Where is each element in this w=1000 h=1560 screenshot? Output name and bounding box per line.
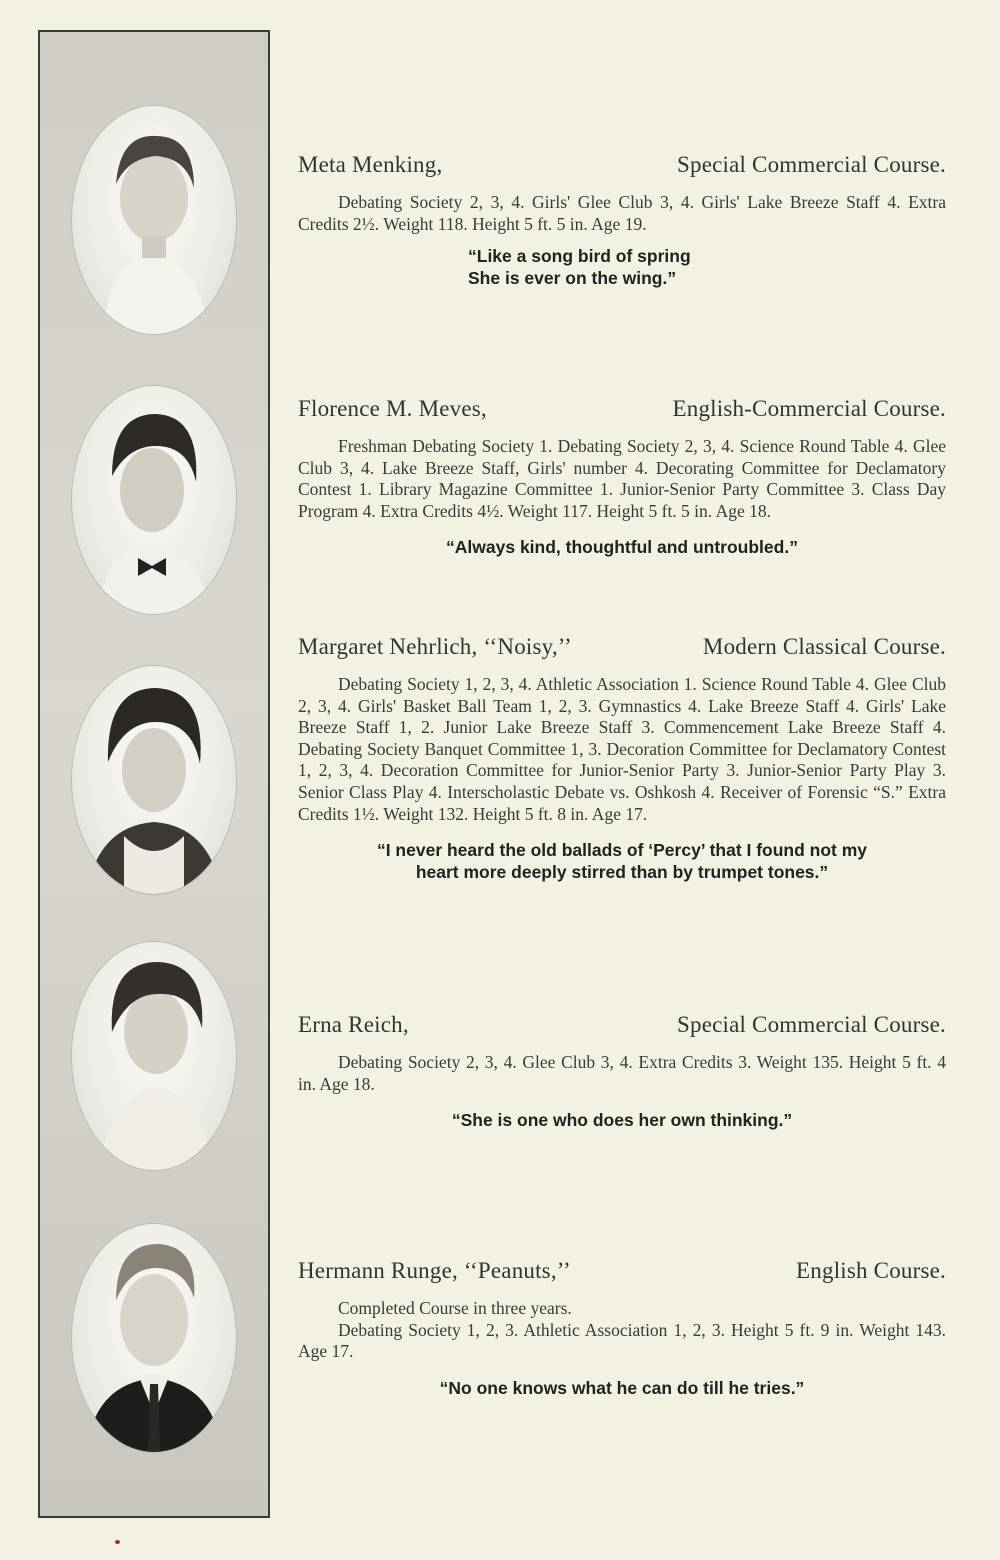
entry-heading [298,1012,946,1038]
quote-line: “I never heard the old ballads of ‘Percy’ that I found not my [376,840,868,861]
details-paragraph: Debating Society 2, 3, 4. Girls' Glee Club 3, 4. Girls' Lake Breeze Staff 4. Extra Credits 2½. Weight 118. Height 5 ft. 5 in. Age 19. [298,192,946,234]
portrait-meta-menking [72,106,236,334]
student-name: Hermann Runge, ‘‘Peanuts,’’ [298,1258,571,1283]
quote-line: “She is one who does her own thinking.” [451,1110,793,1131]
student-entry [298,1258,946,1399]
student-entry [298,152,946,289]
details-paragraph: Debating Society 1, 2, 3. Athletic Association 1, 2, 3. Height 5 ft. 9 in. Weight 143. Age 17. [298,1319,946,1362]
student-quote [298,1109,946,1131]
quote-line: She is ever on the wing.” [468,268,677,289]
student-details [298,1052,946,1095]
details-paragraph: Debating Society 1, 2, 3, 4. Athletic Association 1. Science Round Table 4. Glee Club 2, 3, 4. Girls' Basket Ball Team 1, 2, 3. Gymnastics 4. Lake Breeze Staff 4. Girls' Lake Breeze Staff 1, 2. Junior Lake Breeze Staff 3. Commencement Lake Breeze Staff 4. Debating Society Banquet Committee 1, 3. Decoration Committee for Declamatory Contest 1, 2, 3, 4. Decoration Committee for Junior-Senior Party 3. Junior-Senior Party Play 3. Senior Class Play 4. Interscholastic Debate vs. Oshkosh 4. Receiver of Forensic “S.” Extra Credits 1½. Weight 132. Height 5 ft. 8 in. Age 17. [298,674,946,824]
details-paragraph: Freshman Debating Society 1. Debating Society 2, 3, 4. Science Round Table 4. Glee Club 3, 4. Lake Breeze Staff, Girls' number 4. Decorating Committee for Declamatory Contest 1. Library Magazine Committee 1. Junior-Senior Party Committee 3. Class Day Program 4. Extra Credits 4½. Weight 117. Height 5 ft. 5 in. Age 18. [298,436,946,521]
course-name: Modern Classical Course. [702,634,946,659]
student-entry [298,634,946,883]
portrait-strip [38,30,270,1518]
quote-line: heart more deeply stirred than by trumpet tones.” [415,862,829,883]
details-paragraph: Debating Society 2, 3, 4. Glee Club 3, 4. Extra Credits 3. Weight 135. Height 5 ft. 4 in. Age 18. [298,1052,946,1094]
quote-line: “Like a song bird of spring [468,246,691,267]
student-quote [298,1377,946,1399]
entry-heading [298,152,946,178]
student-name: Margaret Nehrlich, ‘‘Noisy,’’ [298,634,572,659]
portrait-florence-meves [72,386,236,614]
portrait-margaret-nehrlich [72,666,236,894]
student-entry [298,396,946,558]
quote-line: “Always kind, thoughtful and untroubled.” [446,537,798,558]
entry-heading [298,1258,946,1284]
course-name: Special Commercial Course. [677,152,946,177]
student-entry [298,1012,946,1131]
quote-line: “No one knows what he can do till he tries.” [439,1377,805,1398]
student-details [298,436,946,522]
entry-heading [298,634,946,660]
student-quote [298,536,946,558]
entry-heading [298,396,946,422]
course-name: English-Commercial Course. [672,396,946,421]
course-name: Special Commercial Course. [677,1012,946,1037]
student-details [298,674,946,825]
details-paragraph: Completed Course in three years. [338,1298,572,1318]
course-name: English Course. [796,1258,946,1283]
student-details [298,1298,946,1363]
ink-mark [115,1540,120,1544]
student-name: Florence M. Meves, [298,396,487,421]
student-details [298,192,946,235]
student-quote [298,839,946,883]
student-name: Erna Reich, [298,1012,409,1037]
portrait-hermann-runge [72,1224,236,1452]
portrait-erna-reich [72,942,236,1170]
student-quote [298,245,946,289]
student-name: Meta Menking, [298,152,443,177]
